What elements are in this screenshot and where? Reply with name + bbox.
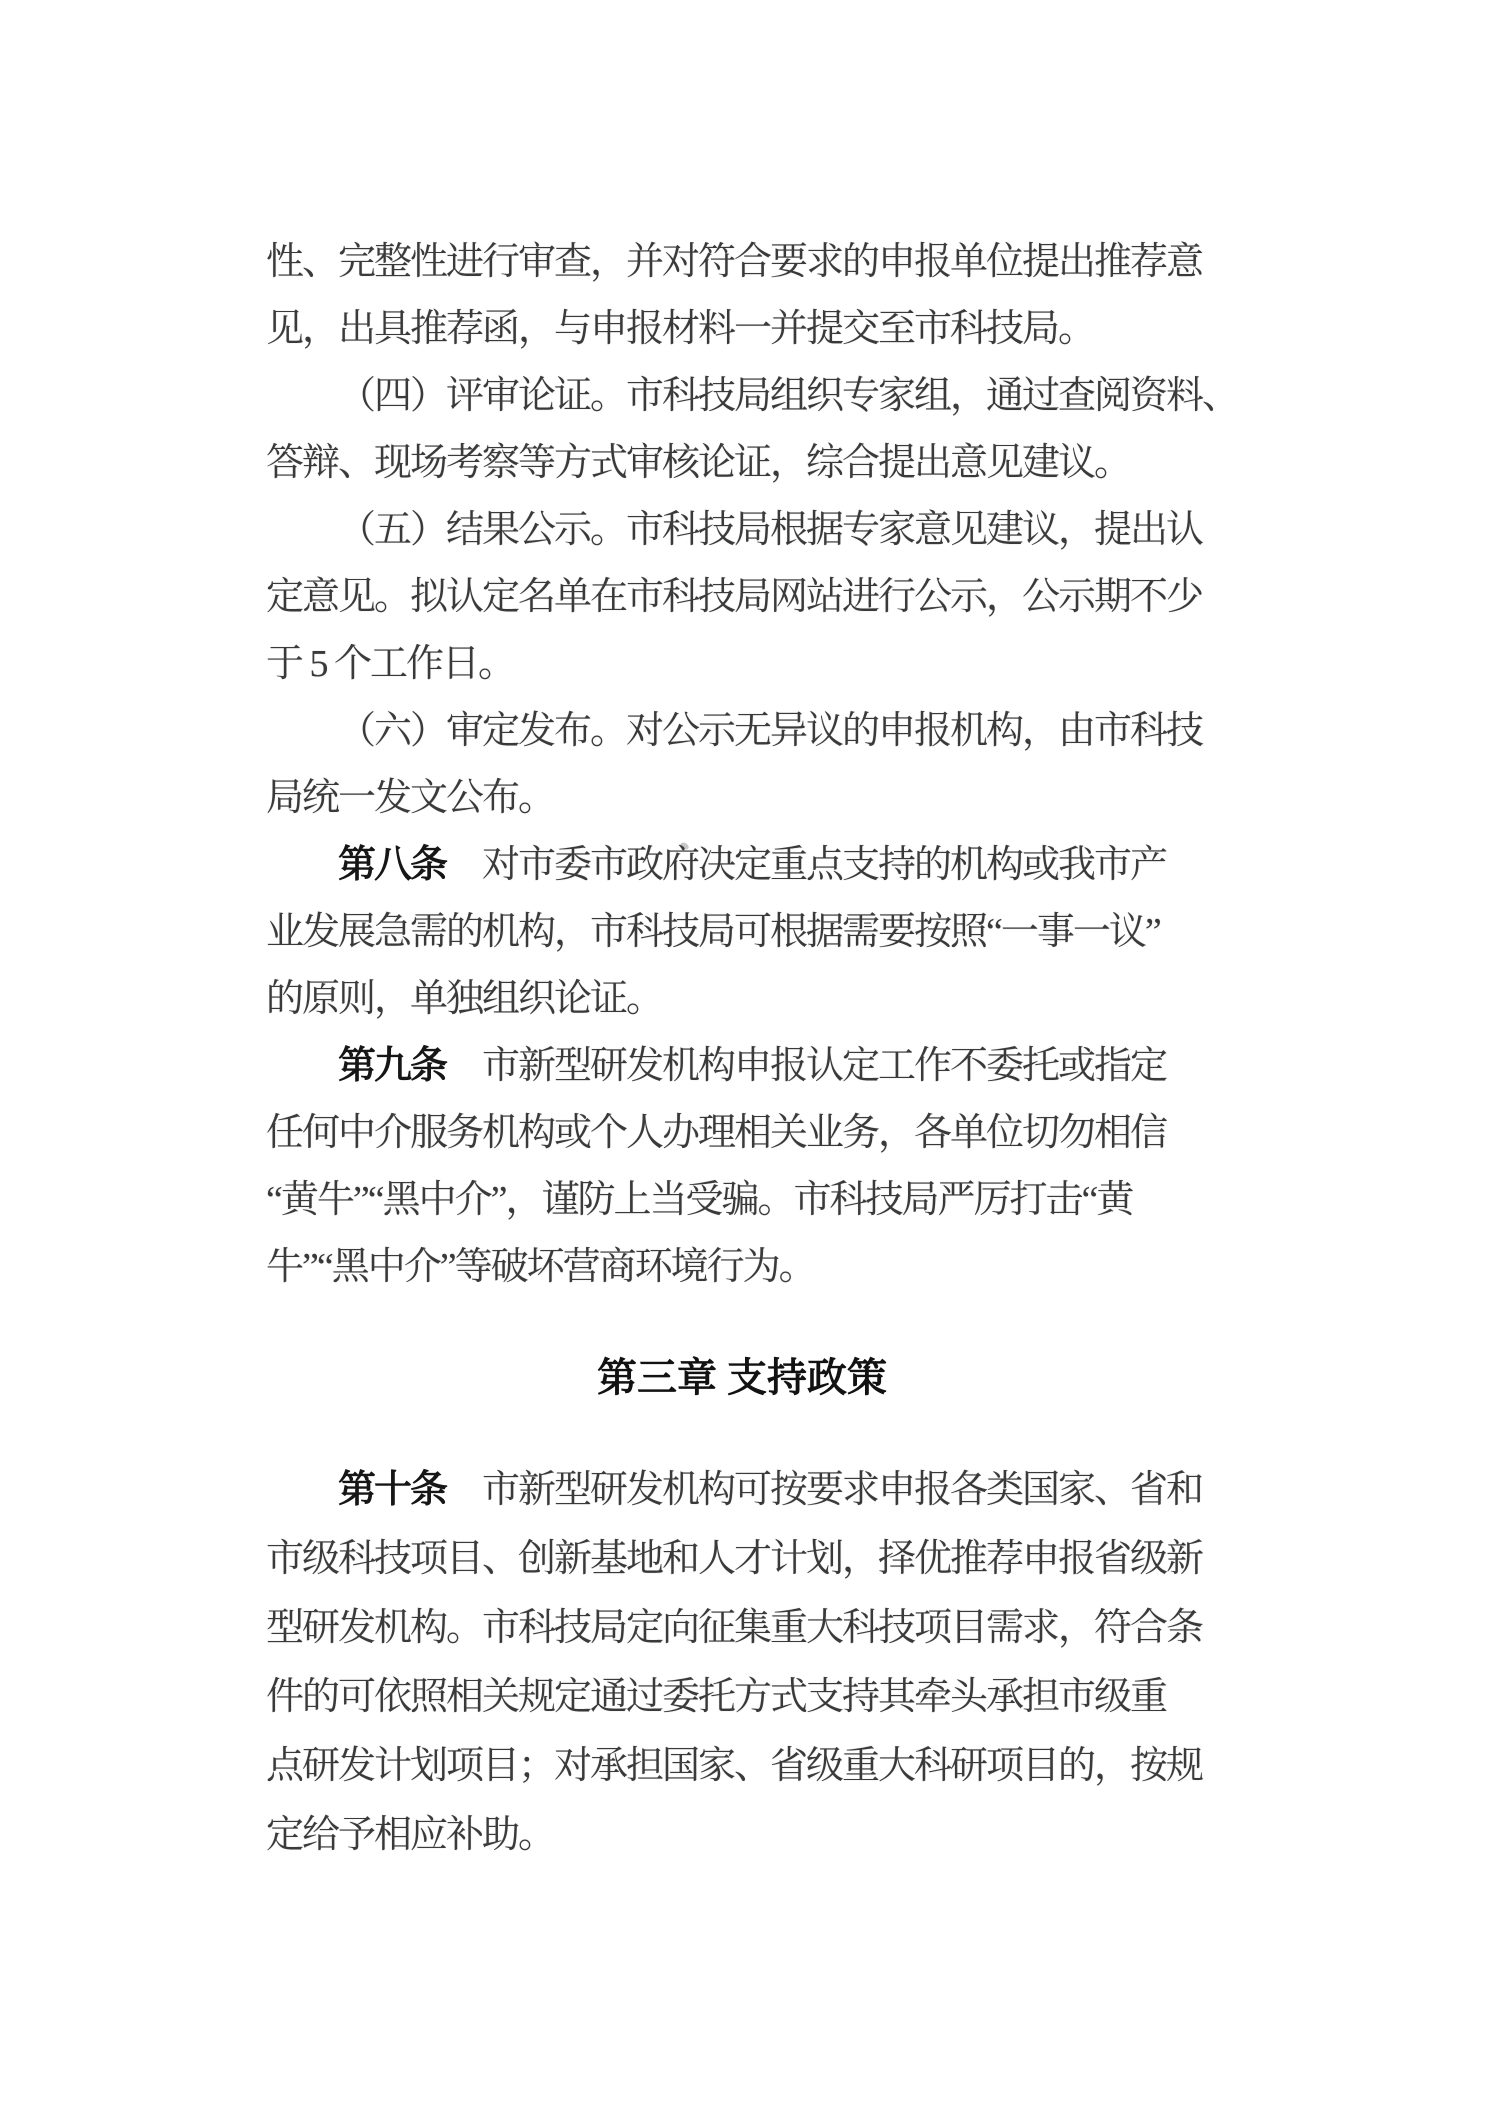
text-segment: 性、完整性进行审查，并对符合要求的申报单位提出推荐意 [266, 241, 1203, 283]
text-line [266, 832, 1258, 899]
text-line [266, 1234, 1258, 1301]
text-segment: 点研发计划项目；对承担国家、省级重大科研项目的，按规 [266, 1745, 1203, 1787]
text-segment: （六）审定发布。对公示无异议的申报机构，由市科技 [338, 710, 1203, 752]
text-segment: 的原则，单独组织论证。 [266, 978, 663, 1020]
text-line [266, 1033, 1258, 1100]
text-line [266, 1732, 1258, 1801]
text-line [266, 564, 1258, 631]
article-number: 第九条 [338, 1045, 447, 1087]
article-number: 第八条 [338, 844, 447, 886]
text-segment: 市级科技项目、创新基地和人才计划，择优推荐申报省级新 [266, 1538, 1203, 1580]
text-line [266, 430, 1258, 497]
text-segment: 任何中介服务机构或个人办理相关业务，各单位切勿相信 [266, 1112, 1167, 1154]
text-segment: 对市委市政府决定重点支持的机构或我市产 [446, 844, 1167, 886]
text-segment: （五）结果公示。市科技局根据专家意见建议，提出认 [338, 509, 1203, 551]
text-segment: 定意见。拟认定名单在市科技局网站进行公示，公示期不少 [266, 576, 1203, 618]
text-line [266, 631, 1258, 698]
text-segment: 业发展急需的机构，市科技局可根据需要按照“一事一议” [266, 911, 1160, 953]
text-segment: （四）评审论证。市科技局组织专家组，通过查阅资料、 [338, 375, 1239, 417]
text-segment: 定给予相应补助。 [266, 1814, 555, 1856]
text-line [266, 229, 1258, 296]
text-segment: “黄牛”“黑中介”，谨防上当受骗。市科技局严厉打击“黄 [266, 1179, 1133, 1221]
text-line [266, 966, 1258, 1033]
text-line [266, 1456, 1258, 1525]
text-segment: 市新型研发机构可按要求申报各类国家、省和 [446, 1469, 1203, 1511]
text-segment: 件的可依照相关规定通过委托方式支持其牵头承担市级重 [266, 1676, 1167, 1718]
text-segment: 于 5 个工作日。 [266, 643, 515, 685]
text-segment: 答辩、现场考察等方式审核论证，综合提出意见建议。 [266, 442, 1131, 484]
text-line [266, 1663, 1258, 1732]
text-segment: 局统一发文公布。 [266, 777, 555, 819]
body-text-block [266, 1456, 1258, 1870]
text-segment: 见，出具推荐函，与申报材料一并提交至市科技局。 [266, 308, 1095, 350]
article-number: 第十条 [338, 1469, 447, 1511]
text-segment: 牛”“黑中介”等破坏营商环境行为。 [266, 1246, 815, 1288]
text-line [266, 698, 1258, 765]
text-line [266, 1801, 1258, 1870]
body-text-block [266, 229, 1258, 1301]
text-line [266, 1167, 1258, 1234]
text-line [266, 1525, 1258, 1594]
document-content [266, 229, 1258, 1870]
chapter-heading: 第三章 支持政策 [597, 1355, 887, 1400]
text-line [266, 1594, 1258, 1663]
text-line [266, 363, 1258, 430]
text-line [266, 1100, 1258, 1167]
text-segment: 型研发机构。市科技局定向征集重大科技项目需求，符合条 [266, 1607, 1203, 1649]
text-line [266, 899, 1258, 966]
text-line [266, 765, 1258, 832]
text-line [266, 497, 1258, 564]
text-segment: 市新型研发机构申报认定工作不委托或指定 [446, 1045, 1167, 1087]
text-line [266, 296, 1258, 363]
